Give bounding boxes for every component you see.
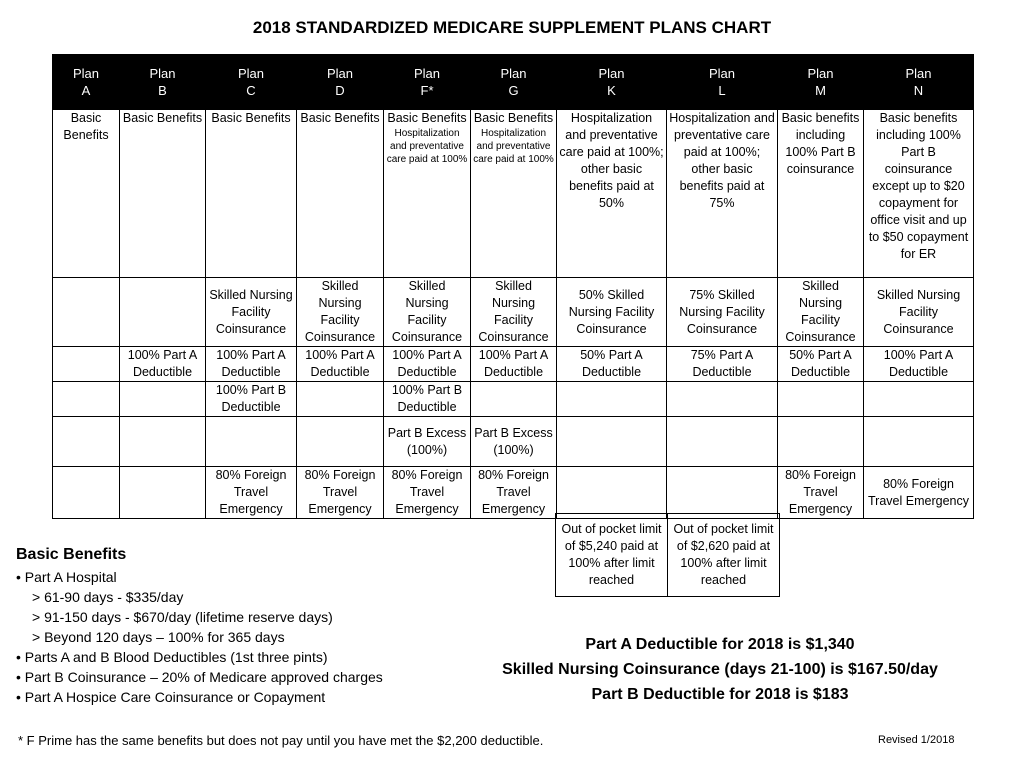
table-cell xyxy=(297,417,384,467)
table-cell: 80% Foreign Travel Emergency xyxy=(471,467,557,519)
basic-benefit-line: > 61-90 days - $335/day xyxy=(32,589,184,605)
plan-word: Plan xyxy=(413,66,441,81)
plan-word: Plan xyxy=(500,66,527,81)
table-cell xyxy=(667,382,778,417)
table-cell xyxy=(778,417,864,467)
table-cell: Basic benefits including 100% Part B coinsurance xyxy=(778,110,864,278)
plan-word: Plan xyxy=(708,66,736,81)
plan-letter: G xyxy=(508,83,519,98)
plan-note: Hospitalization and preventative care paid at 100% xyxy=(473,128,554,165)
basic-benefits-heading: Basic Benefits xyxy=(16,546,127,563)
plan-letter: N xyxy=(913,83,924,98)
table-cell xyxy=(557,417,667,467)
table-cell xyxy=(120,278,206,347)
table-cell: 100% Part A Deductible xyxy=(384,347,471,382)
plan-header-7 xyxy=(667,55,778,110)
table-cell xyxy=(53,467,120,519)
table-cell: Basic Benefits xyxy=(297,110,384,278)
plan-letter: F* xyxy=(420,83,434,98)
table-cell: Basic benefits including 100% Part B coinsurance except up to $20 copayment for office visit and up to $50 copayment for ER xyxy=(864,110,974,278)
oop-cell-k: Out of pocket limit of $5,240 paid at 100% after limit reached xyxy=(556,514,668,597)
table-cell xyxy=(206,417,297,467)
table-cell xyxy=(297,382,384,417)
table-cell: Basic Benefits Hospitalization and preventative care paid at 100% xyxy=(384,110,471,278)
table-cell: 50% Part A Deductible xyxy=(778,347,864,382)
table-cell xyxy=(557,467,667,519)
table-cell: 80% Foreign Travel Emergency xyxy=(384,467,471,519)
plan-header-2 xyxy=(206,55,297,110)
table-cell xyxy=(864,417,974,467)
table-cell xyxy=(53,417,120,467)
table-row xyxy=(53,347,974,382)
plan-word: Plan xyxy=(149,66,176,81)
oop-cell-l: Out of pocket limit of $2,620 paid at 100% after limit reached xyxy=(668,514,780,597)
plan-header-4 xyxy=(384,55,471,110)
plan-letter: K xyxy=(607,83,616,98)
plan-header-3 xyxy=(297,55,384,110)
plan-letter: C xyxy=(246,83,256,98)
footnote: * F Prime has the same benefits but does not pay until you have met the $2,200 deductible. xyxy=(18,733,544,748)
table-cell xyxy=(864,382,974,417)
table-cell: 80% Foreign Travel Emergency xyxy=(297,467,384,519)
table-cell: Hospitalization and preventative care paid at 100%; other basic benefits paid at 50% xyxy=(557,110,667,278)
table-cell xyxy=(778,382,864,417)
basic-benefit-line: • Part A Hospice Care Coinsurance or Copayment xyxy=(16,689,326,705)
revised-date: Revised 1/2018 xyxy=(878,734,955,746)
table-row xyxy=(53,278,974,347)
table-cell: Skilled Nursing Facility Coinsurance xyxy=(206,278,297,347)
table-cell: Basic Benefits xyxy=(120,110,206,278)
table-cell xyxy=(667,467,778,519)
table-cell xyxy=(120,417,206,467)
table-cell: Skilled Nursing Facility Coinsurance xyxy=(864,278,974,347)
table-cell xyxy=(120,467,206,519)
table-cell: 80% Foreign Travel Emergency xyxy=(206,467,297,519)
table-cell xyxy=(557,382,667,417)
table-cell: 100% Part A Deductible xyxy=(471,347,557,382)
table-cell: 75% Part A Deductible xyxy=(667,347,778,382)
plan-word: Plan xyxy=(905,66,932,81)
table-cell: Hospitalization and preventative care paid at 100%; other basic benefits paid at 75% xyxy=(667,110,778,278)
part-b-deductible: Part B Deductible for 2018 is $183 xyxy=(591,686,849,703)
table-cell xyxy=(53,278,120,347)
table-row xyxy=(53,382,974,417)
basic-benefit-line: > Beyond 120 days – 100% for 365 days xyxy=(32,629,285,645)
table-cell: Skilled Nursing Facility Coinsurance xyxy=(297,278,384,347)
table-cell xyxy=(667,417,778,467)
table-cell: Basic Benefits xyxy=(53,110,120,278)
basic-benefit-line: • Part B Coinsurance – 20% of Medicare approved charges xyxy=(16,669,383,685)
table-cell: Basic Benefits xyxy=(206,110,297,278)
deductibles-summary xyxy=(470,632,970,707)
table-row xyxy=(53,467,974,519)
basic-benefit-line: • Part A Hospital xyxy=(16,569,117,585)
plans-header-row xyxy=(53,55,974,110)
plan-header-1 xyxy=(120,55,206,110)
basic-benefits-section xyxy=(16,546,383,707)
plan-letter: B xyxy=(158,83,167,98)
table-cell: 100% Part A Deductible xyxy=(297,347,384,382)
plan-header-0 xyxy=(53,55,120,110)
table-cell: 100% Part A Deductible xyxy=(120,347,206,382)
table-cell xyxy=(471,382,557,417)
table-cell: Part B Excess (100%) xyxy=(384,417,471,467)
plan-header-6 xyxy=(557,55,667,110)
table-cell: Part B Excess (100%) xyxy=(471,417,557,467)
table-cell: 50% Skilled Nursing Facility Coinsurance xyxy=(557,278,667,347)
plan-letter: A xyxy=(81,83,91,98)
table-cell: Skilled Nursing Facility Coinsurance xyxy=(384,278,471,347)
table-cell xyxy=(53,347,120,382)
table-cell: 50% Part A Deductible xyxy=(557,347,667,382)
plan-note: Hospitalization and preventative care paid at 100% xyxy=(386,128,468,165)
plan-word: Plan xyxy=(807,66,834,81)
table-cell xyxy=(120,382,206,417)
plan-header-5 xyxy=(471,55,557,110)
table-cell: Skilled Nursing Facility Coinsurance xyxy=(778,278,864,347)
table-cell: Skilled Nursing Facility Coinsurance xyxy=(471,278,557,347)
plan-header-9 xyxy=(864,55,974,110)
table-cell: 80% Foreign Travel Emergency xyxy=(778,467,864,519)
table-cell: 100% Part B Deductible xyxy=(384,382,471,417)
table-cell: 80% Foreign Travel Emergency xyxy=(864,467,974,519)
table-row xyxy=(53,417,974,467)
plan-header-8 xyxy=(778,55,864,110)
plan-word: Plan xyxy=(72,66,100,81)
table-cell: 100% Part B Deductible xyxy=(206,382,297,417)
plans-table xyxy=(52,54,974,519)
table-cell: Basic Benefits Hospitalization and preventative care paid at 100% xyxy=(471,110,557,278)
table-cell: 75% Skilled Nursing Facility Coinsurance xyxy=(667,278,778,347)
skilled-nursing-coinsurance: Skilled Nursing Coinsurance (days 21-100) is $167.50/day xyxy=(502,661,938,678)
table-cell xyxy=(53,382,120,417)
plan-letter: M xyxy=(815,83,826,98)
table-cell: 100% Part A Deductible xyxy=(206,347,297,382)
basic-benefit-line: • Parts A and B Blood Deductibles (1st three pints) xyxy=(16,649,328,665)
part-a-deductible: Part A Deductible for 2018 is $1,340 xyxy=(585,636,855,653)
plan-word: Plan xyxy=(237,66,265,81)
plan-word: Plan xyxy=(326,66,354,81)
plan-letter: D xyxy=(335,83,345,98)
table-cell: 100% Part A Deductible xyxy=(864,347,974,382)
basic-benefit-line: > 91-150 days - $670/day (lifetime reserve days) xyxy=(32,609,333,625)
plan-letter: L xyxy=(718,83,726,98)
out-of-pocket-table xyxy=(555,513,780,597)
table-row xyxy=(53,110,974,278)
plan-word: Plan xyxy=(598,66,625,81)
page-title: 2018 STANDARDIZED MEDICARE SUPPLEMENT PLANS CHART xyxy=(252,18,772,37)
